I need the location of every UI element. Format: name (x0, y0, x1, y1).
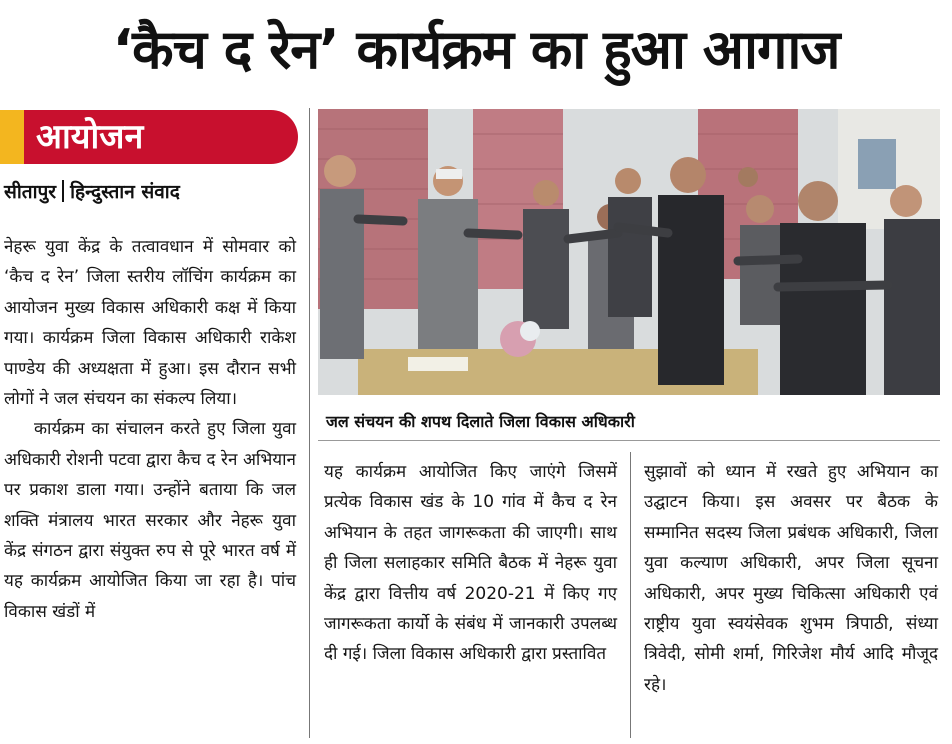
section-tag-label: आयोजन (36, 117, 144, 157)
article-paragraph: सुझावों को ध्यान में रखते हुए अभियान का उद्घाटन किया। इस अवसर पर बैठक के सम्मानित सदस्य जिला प्रबंधक अधिकारी, जिला युवा कल्याण अधिकारी, अपर जिला सूचना अधिकारी, अपर मुख्य चिकित्सा अधिकारी एवं राष्ट्रीय युवा स्वयंसेवक शुभम त्रिपाठी, संध्या त्रिवेदी, सोमी शर्मा, गिरिजेश मौर्य आदि मौजूद रहे। (644, 462, 938, 695)
column-divider (309, 108, 310, 738)
column-divider (630, 452, 631, 738)
article-column-1 (4, 232, 296, 627)
news-photo (318, 109, 940, 395)
group-photo-icon (318, 109, 940, 395)
byline-place: सीतापुर (4, 181, 57, 203)
article-column-2 (324, 457, 617, 670)
byline-separator (62, 180, 64, 202)
article-paragraph: यह कार्यक्रम आयोजित किए जाएंगे जिसमें प्रत्येक विकास खंड के 10 गांव में कैच द रेन अभियान के तहत जागरूकता की जाएगी। साथ ही जिला सलाहकार समिति बैठक में नेहरू युवा केंद्र द्वारा वित्तीय वर्ष 2020-21 में किए गए जागरूकता कार्यो के संबंध में जानकारी उपलब्ध दी गई। जिला विकास अधिकारी द्वारा प्रस्तावित (324, 462, 617, 665)
caption-divider (318, 440, 940, 441)
article-column-3 (644, 457, 938, 700)
byline-source: हिन्दुस्तान संवाद (70, 181, 180, 203)
article-paragraph: कार्यक्रम का संचालन करते हुए जिला युवा अधिकारी रोशनी पटवा द्वारा कैच द रेन अभियान पर प्रकाश डाला गया। उन्होंने बताया कि जल शक्ति मंत्रालय भारत सरकार और नेहरू युवा केंद्र संगठन द्वारा संयुक्त रुप से पूरे भारत वर्ष में यह कार्यक्रम आयोजित किया जा रहा है। पांच विकास खंडों में (4, 419, 296, 622)
article-paragraph: नेहरू युवा केंद्र के तत्वावधान में सोमवार को ‘कैच द रेन’ जिला स्तरीय लॉचिंग कार्यक्रम का आयोजन मुख्य विकास अधिकारी कक्ष में किया गया। कार्यक्रम जिला विकास अधिकारी राकेश पाण्डेय की अध्यक्षता में हुआ। इस दौरान सभी लोगों ने जल संचयन का संकल्प लिया। (4, 237, 296, 410)
section-tag-accent (0, 110, 24, 164)
section-tag (0, 110, 298, 164)
headline: ‘कैच द रेन’ कार्यक्रम का हुआ आगाज (112, 18, 840, 81)
byline (4, 178, 180, 204)
photo-caption: जल संचयन की शपथ दिलाते जिला विकास अधिकारी (326, 412, 635, 431)
